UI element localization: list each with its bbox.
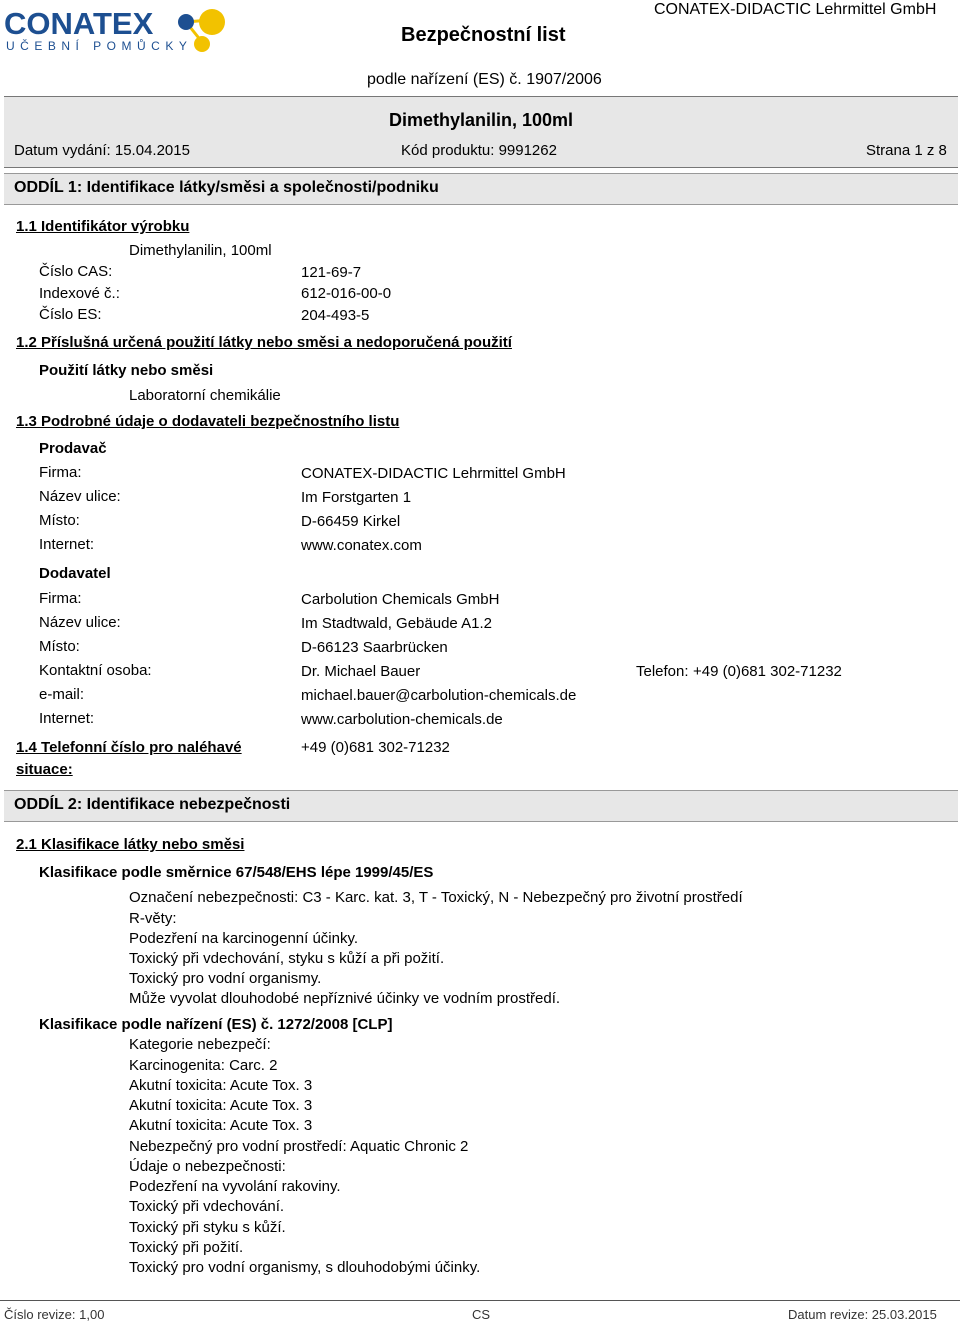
cas-value: 121-69-7 [301,264,362,281]
footer-divider [0,1300,960,1301]
clp-line: Kategorie nebezpečí: [129,1036,271,1053]
use-value: Laboratorní chemikálie [129,387,281,404]
dsd-line: Toxický při vdechování, styku s kůží a při požití. [129,950,445,967]
header-company: CONATEX-DIDACTIC Lehrmittel GmbH [654,1,937,18]
clp-line: Podezření na vyvolání rakoviny. [129,1178,341,1195]
seller-internet-value[interactable]: www.conatex.com [301,537,422,554]
supplier-contact-label: Kontaktní osoba: [39,662,152,679]
dsd-heading: Klasifikace podle směrnice 67/548/EHS lépe 1999/45/ES [39,864,434,881]
seller-heading: Prodavač [39,440,107,457]
clp-line: Toxický při styku s kůží. [129,1219,286,1236]
supplier-place-label: Místo: [39,638,80,655]
index-value: 612-016-00-0 [301,285,392,302]
product-code: Kód produktu: 9991262 [401,142,557,159]
supplier-internet-value[interactable]: www.carbolution-chemicals.de [301,711,503,728]
dsd-line: Může vyvolat dlouhodobé nepříznivé účinky ve vodním prostředí. [129,990,561,1007]
index-label: Indexové č.: [39,285,120,302]
supplier-contact-value: Dr. Michael Bauer [301,663,421,680]
cas-label: Číslo CAS: [39,263,113,280]
supplier-firm-label: Firma: [39,590,82,607]
product-title: Dimethylanilin, 100ml [389,110,574,130]
subsection-1-4-title-line1: 1.4 Telefonní číslo pro naléhavé [16,739,242,756]
logo-subtitle: UČEBNÍ POMŮCKY [6,39,193,53]
supplier-street-label: Název ulice: [39,614,121,631]
footer-language: CS [472,1307,491,1322]
subsection-1-1-title: 1.1 Identifikátor výrobku [16,218,190,235]
footer-revision-number: Číslo revize: 1,00 [4,1307,105,1322]
seller-street-label: Název ulice: [39,488,121,505]
supplier-phone-label: Telefon: [636,663,689,680]
supplier-street-value: Im Stadtwald, Gebäude A1.2 [301,615,492,632]
footer-revision-date: Datum revize: 25.03.2015 [788,1307,937,1322]
clp-line: Toxický při požití. [129,1239,244,1256]
subsection-2-1-title: 2.1 Klasifikace látky nebo směsi [16,836,245,853]
section2-bar [4,790,958,822]
seller-street-value: Im Forstgarten 1 [301,489,412,506]
seller-place-label: Místo: [39,512,80,529]
supplier-phone-value: +49 (0)681 302-71232 [693,663,842,680]
clp-line: Toxický při vdechování. [129,1198,285,1215]
subsection-1-2-title: 1.2 Příslušná určená použití látky nebo směsi a nedoporučená použití [16,334,512,351]
dsd-line: Označení nebezpečnosti: C3 - Karc. kat. 3, T - Toxický, N - Nebezpečný pro životní prostředí [129,889,743,906]
section2-title: ODDÍL 2: Identifikace nebezpečnosti [14,796,291,813]
clp-line: Akutní toxicita: Acute Tox. 3 [129,1117,313,1134]
clp-line: Akutní toxicita: Acute Tox. 3 [129,1097,313,1114]
page-number: Strana 1 z 8 [866,142,947,159]
supplier-email-label: e-mail: [39,686,85,703]
emergency-phone: +49 (0)681 302-71232 [301,739,450,756]
seller-internet-label: Internet: [39,536,95,553]
supplier-heading: Dodavatel [39,565,111,582]
es-value: 204-493-5 [301,307,370,324]
dsd-line: Toxický pro vodní organismy. [129,970,322,987]
issue-date: Datum vydání: 15.04.2015 [14,142,190,159]
subsection-1-4-title-line2: situace: [16,761,73,778]
conatex-logo [4,6,229,56]
regulation-text: podle nařízení (ES) č. 1907/2006 [367,71,602,88]
es-label: Číslo ES: [39,306,102,323]
supplier-firm-value: Carbolution Chemicals GmbH [301,591,500,608]
clp-heading: Klasifikace podle nařízení (ES) č. 1272/2008 [CLP] [39,1016,393,1033]
document-title: Bezpečnostní list [401,24,566,46]
dsd-line: R-věty: [129,910,177,927]
clp-line: Údaje o nebezpečnosti: [129,1158,286,1175]
molecule-icon [176,8,228,56]
supplier-internet-label: Internet: [39,710,95,727]
seller-firm-value: CONATEX-DIDACTIC Lehrmittel GmbH [301,465,566,482]
logo-wordmark: CONATEX [4,6,154,41]
use-label: Použití látky nebo směsi [39,362,214,379]
section1-title: ODDÍL 1: Identifikace látky/směsi a společnosti/podniku [14,179,439,196]
supplier-place-value: D-66123 Saarbrücken [301,639,448,656]
seller-firm-label: Firma: [39,464,82,481]
section1-bar [4,173,958,205]
clp-line: Karcinogenita: Carc. 2 [129,1057,278,1074]
clp-line: Akutní toxicita: Acute Tox. 3 [129,1077,313,1094]
product-name: Dimethylanilin, 100ml [129,242,272,259]
dsd-line: Podezření na karcinogenní účinky. [129,930,359,947]
seller-place-value: D-66459 Kirkel [301,513,401,530]
subsection-1-3-title: 1.3 Podrobné údaje o dodavateli bezpečnostního listu [16,413,400,430]
supplier-email-value[interactable]: michael.bauer@carbolution-chemicals.de [301,687,577,704]
clp-line: Nebezpečný pro vodní prostředí: Aquatic Chronic 2 [129,1138,469,1155]
clp-line: Toxický pro vodní organismy, s dlouhodobými účinky. [129,1259,481,1276]
